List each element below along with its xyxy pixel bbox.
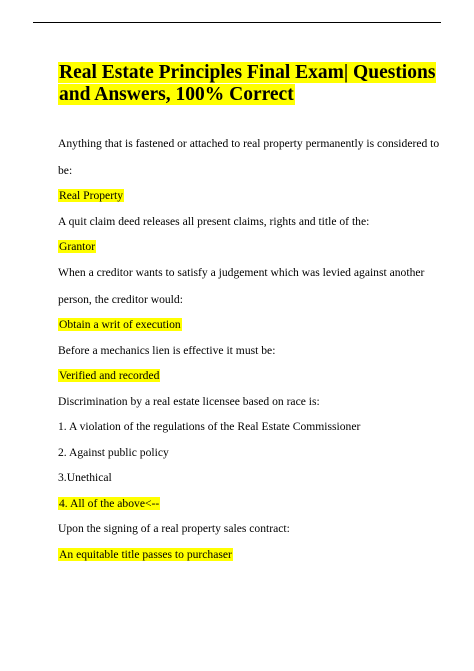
option-3: 3.Unethical <box>58 471 112 484</box>
answer-5: 4. All of the above<-- <box>59 497 160 510</box>
top-rule <box>33 22 441 23</box>
question-1-line-1: Anything that is fastened or attached to real property permanently is considered to <box>58 137 440 150</box>
answer-4: Verified and recorded <box>59 369 160 382</box>
question-3-line-1: When a creditor wants to satisfy a judgement which was levied against another <box>58 266 425 279</box>
question-1-line-2: be: <box>58 164 73 177</box>
question-2: A quit claim deed releases all present claims, rights and title of the: <box>58 215 370 228</box>
question-3-line-2: person, the creditor would: <box>58 293 183 306</box>
question-4: Before a mechanics lien is effective it must be: <box>58 344 276 357</box>
answer-6: An equitable title passes to purchaser <box>59 548 232 561</box>
title-highlight: Real Estate Principles Final Exam| Questions and Answers, 100% Correct <box>59 62 436 105</box>
question-6: Upon the signing of a real property sales contract: <box>58 522 290 535</box>
option-1: 1. A violation of the regulations of the Real Estate Commissioner <box>58 420 361 433</box>
answer-2: Grantor <box>59 240 96 253</box>
question-5: Discrimination by a real estate licensee based on race is: <box>58 395 320 408</box>
answer-1: Real Property <box>59 189 124 202</box>
document-title <box>58 62 438 106</box>
answer-3: Obtain a writ of execution <box>59 318 181 331</box>
option-2: 2. Against public policy <box>58 446 169 459</box>
